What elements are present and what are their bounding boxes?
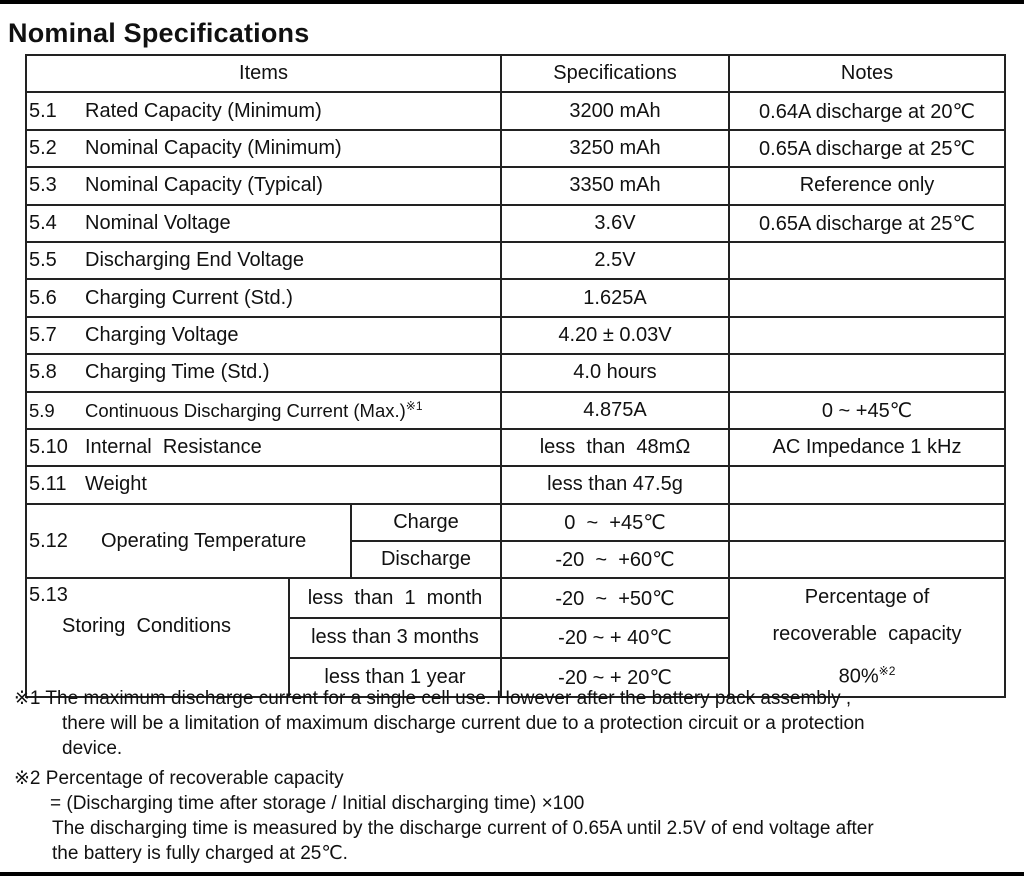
item-number: 5.3 <box>29 174 57 197</box>
table-row <box>26 167 1005 204</box>
spec-cell: -20 ~ + 40℃ <box>501 618 729 658</box>
spec-cell: 0 ~ +45℃ <box>501 504 729 541</box>
item-number: 5.6 <box>29 286 57 309</box>
sub-label-cell: Charge <box>351 504 501 541</box>
item-number: 5.7 <box>29 323 57 346</box>
header-specifications: Specifications <box>501 55 729 92</box>
note-cell: 0.65A discharge at 25℃ <box>729 205 1005 242</box>
item-cell <box>26 354 501 391</box>
item-number: 5.10 <box>29 436 68 459</box>
item-number: 5.11 <box>29 473 67 496</box>
item-label: Nominal Voltage <box>85 211 231 234</box>
note-cell: Reference only <box>729 167 1005 204</box>
table-row <box>26 205 1005 242</box>
note-cell <box>729 578 1005 697</box>
spec-cell: 3350 mAh <box>501 167 729 204</box>
note-line: 80%$^{※2}$ <box>838 664 896 689</box>
item-cell <box>26 429 501 466</box>
top-border <box>0 0 1024 4</box>
footnote-marker: ※2 <box>878 664 896 679</box>
item-number: 5.9 <box>29 399 55 421</box>
table-row <box>26 279 1005 316</box>
spec-cell: -20 ~ + 20℃ <box>501 658 729 698</box>
note-cell <box>729 317 1005 354</box>
spec-cell: 3200 mAh <box>501 92 729 129</box>
spec-cell: 3250 mAh <box>501 130 729 167</box>
spec-cell: -20 ~ +50℃ <box>501 578 729 618</box>
item-cell <box>26 392 501 429</box>
spec-cell: less than 47.5g <box>501 466 729 503</box>
note-line: recoverable capacity <box>772 623 962 646</box>
item-number: 5.5 <box>29 249 57 272</box>
item-label: Storing Conditions <box>62 615 231 638</box>
table-row <box>26 466 1005 503</box>
item-label: Charging Current (Std.) <box>85 286 293 309</box>
item-label: Continuous Discharging Current (Max.) <box>85 399 406 421</box>
item-cell <box>26 167 501 204</box>
item-number: 5.8 <box>29 361 57 384</box>
table-row <box>26 242 1005 279</box>
note-cell: 0 ~ +45℃ <box>729 392 1005 429</box>
footnote-2-line: The discharging time is measured by the discharge current of 0.65A until 2.5V of end voltage after <box>52 818 874 839</box>
bottom-border <box>0 872 1024 876</box>
spec-cell: 2.5V <box>501 242 729 279</box>
item-label: Operating Temperature <box>101 529 307 552</box>
item-cell <box>26 92 501 129</box>
item-label: Internal Resistance <box>85 436 262 459</box>
footnote-1-line: ※1 The maximum discharge current for a single cell use. However after the battery pack assembly , <box>14 688 852 709</box>
footnote-1-line: device. <box>62 738 123 759</box>
item-number: 5.4 <box>29 211 57 234</box>
header-row <box>26 55 1005 92</box>
item-number: 5.12 <box>29 529 68 552</box>
spec-cell: less than 48mΩ <box>501 429 729 466</box>
spec-cell: -20 ~ +60℃ <box>501 541 729 578</box>
sub-label-cell: less than 3 months <box>289 618 501 658</box>
spec-cell: 1.625A <box>501 279 729 316</box>
item-cell <box>26 504 351 579</box>
spec-cell: 3.6V <box>501 205 729 242</box>
spec-cell: 4.0 hours <box>501 354 729 391</box>
item-label: Charging Time (Std.) <box>85 361 270 384</box>
note-cell <box>729 541 1005 578</box>
note-cell <box>729 466 1005 503</box>
item-cell <box>26 317 501 354</box>
item-label: Nominal Capacity (Minimum) <box>85 136 342 159</box>
spec-cell: 4.875A <box>501 392 729 429</box>
item-label: Weight <box>85 473 147 496</box>
header-notes: Notes <box>729 55 1005 92</box>
item-label: Rated Capacity (Minimum) <box>85 99 322 122</box>
sub-label-cell: Discharge <box>351 541 501 578</box>
sub-label-cell: less than 1 month <box>289 578 501 618</box>
table-row <box>26 92 1005 129</box>
note-cell <box>729 279 1005 316</box>
item-label: Discharging End Voltage <box>85 249 305 272</box>
page-title: Nominal Specifications <box>8 18 310 48</box>
note-cell <box>729 242 1005 279</box>
item-cell <box>26 279 501 316</box>
item-number: 5.1 <box>29 99 57 122</box>
table-row <box>26 392 1005 429</box>
item-cell <box>26 205 501 242</box>
item-label: Charging Voltage <box>85 323 239 346</box>
footnote-1-line: there will be a limitation of maximum discharge current due to a protection circuit or a protection <box>62 713 865 734</box>
note-cell: 0.65A discharge at 25℃ <box>729 130 1005 167</box>
item-cell <box>26 578 289 697</box>
header-items: Items <box>26 55 501 92</box>
footnote-2-line: ※2 Percentage of recoverable capacity <box>14 768 344 789</box>
table-row-storing <box>26 578 1005 618</box>
note-cell <box>729 504 1005 541</box>
note-line: Percentage of <box>804 586 930 609</box>
table-row <box>26 429 1005 466</box>
table-row <box>26 130 1005 167</box>
footnote-2-line: the battery is fully charged at 25℃. <box>52 843 348 864</box>
note-cell: AC Impedance 1 kHz <box>729 429 1005 466</box>
item-cell <box>26 130 501 167</box>
table-row-operating-temperature <box>26 504 1005 541</box>
note-cell <box>729 354 1005 391</box>
footnote-marker: ※1 <box>405 398 423 413</box>
sub-label-cell: less than 1 year <box>289 658 501 698</box>
table-row <box>26 317 1005 354</box>
item-label: Nominal Capacity (Typical) <box>85 174 323 197</box>
spec-cell: 4.20 ± 0.03V <box>501 317 729 354</box>
note-cell: 0.64A discharge at 20℃ <box>729 92 1005 129</box>
specifications-table <box>25 54 1006 698</box>
item-cell <box>26 466 501 503</box>
footnotes <box>14 686 1020 866</box>
item-number: 5.2 <box>29 136 57 159</box>
item-cell <box>26 242 501 279</box>
footnote-2-line: = (Discharging time after storage / Initial discharging time) ×100 <box>50 793 585 814</box>
table-row <box>26 354 1005 391</box>
item-number: 5.13 <box>29 584 68 607</box>
